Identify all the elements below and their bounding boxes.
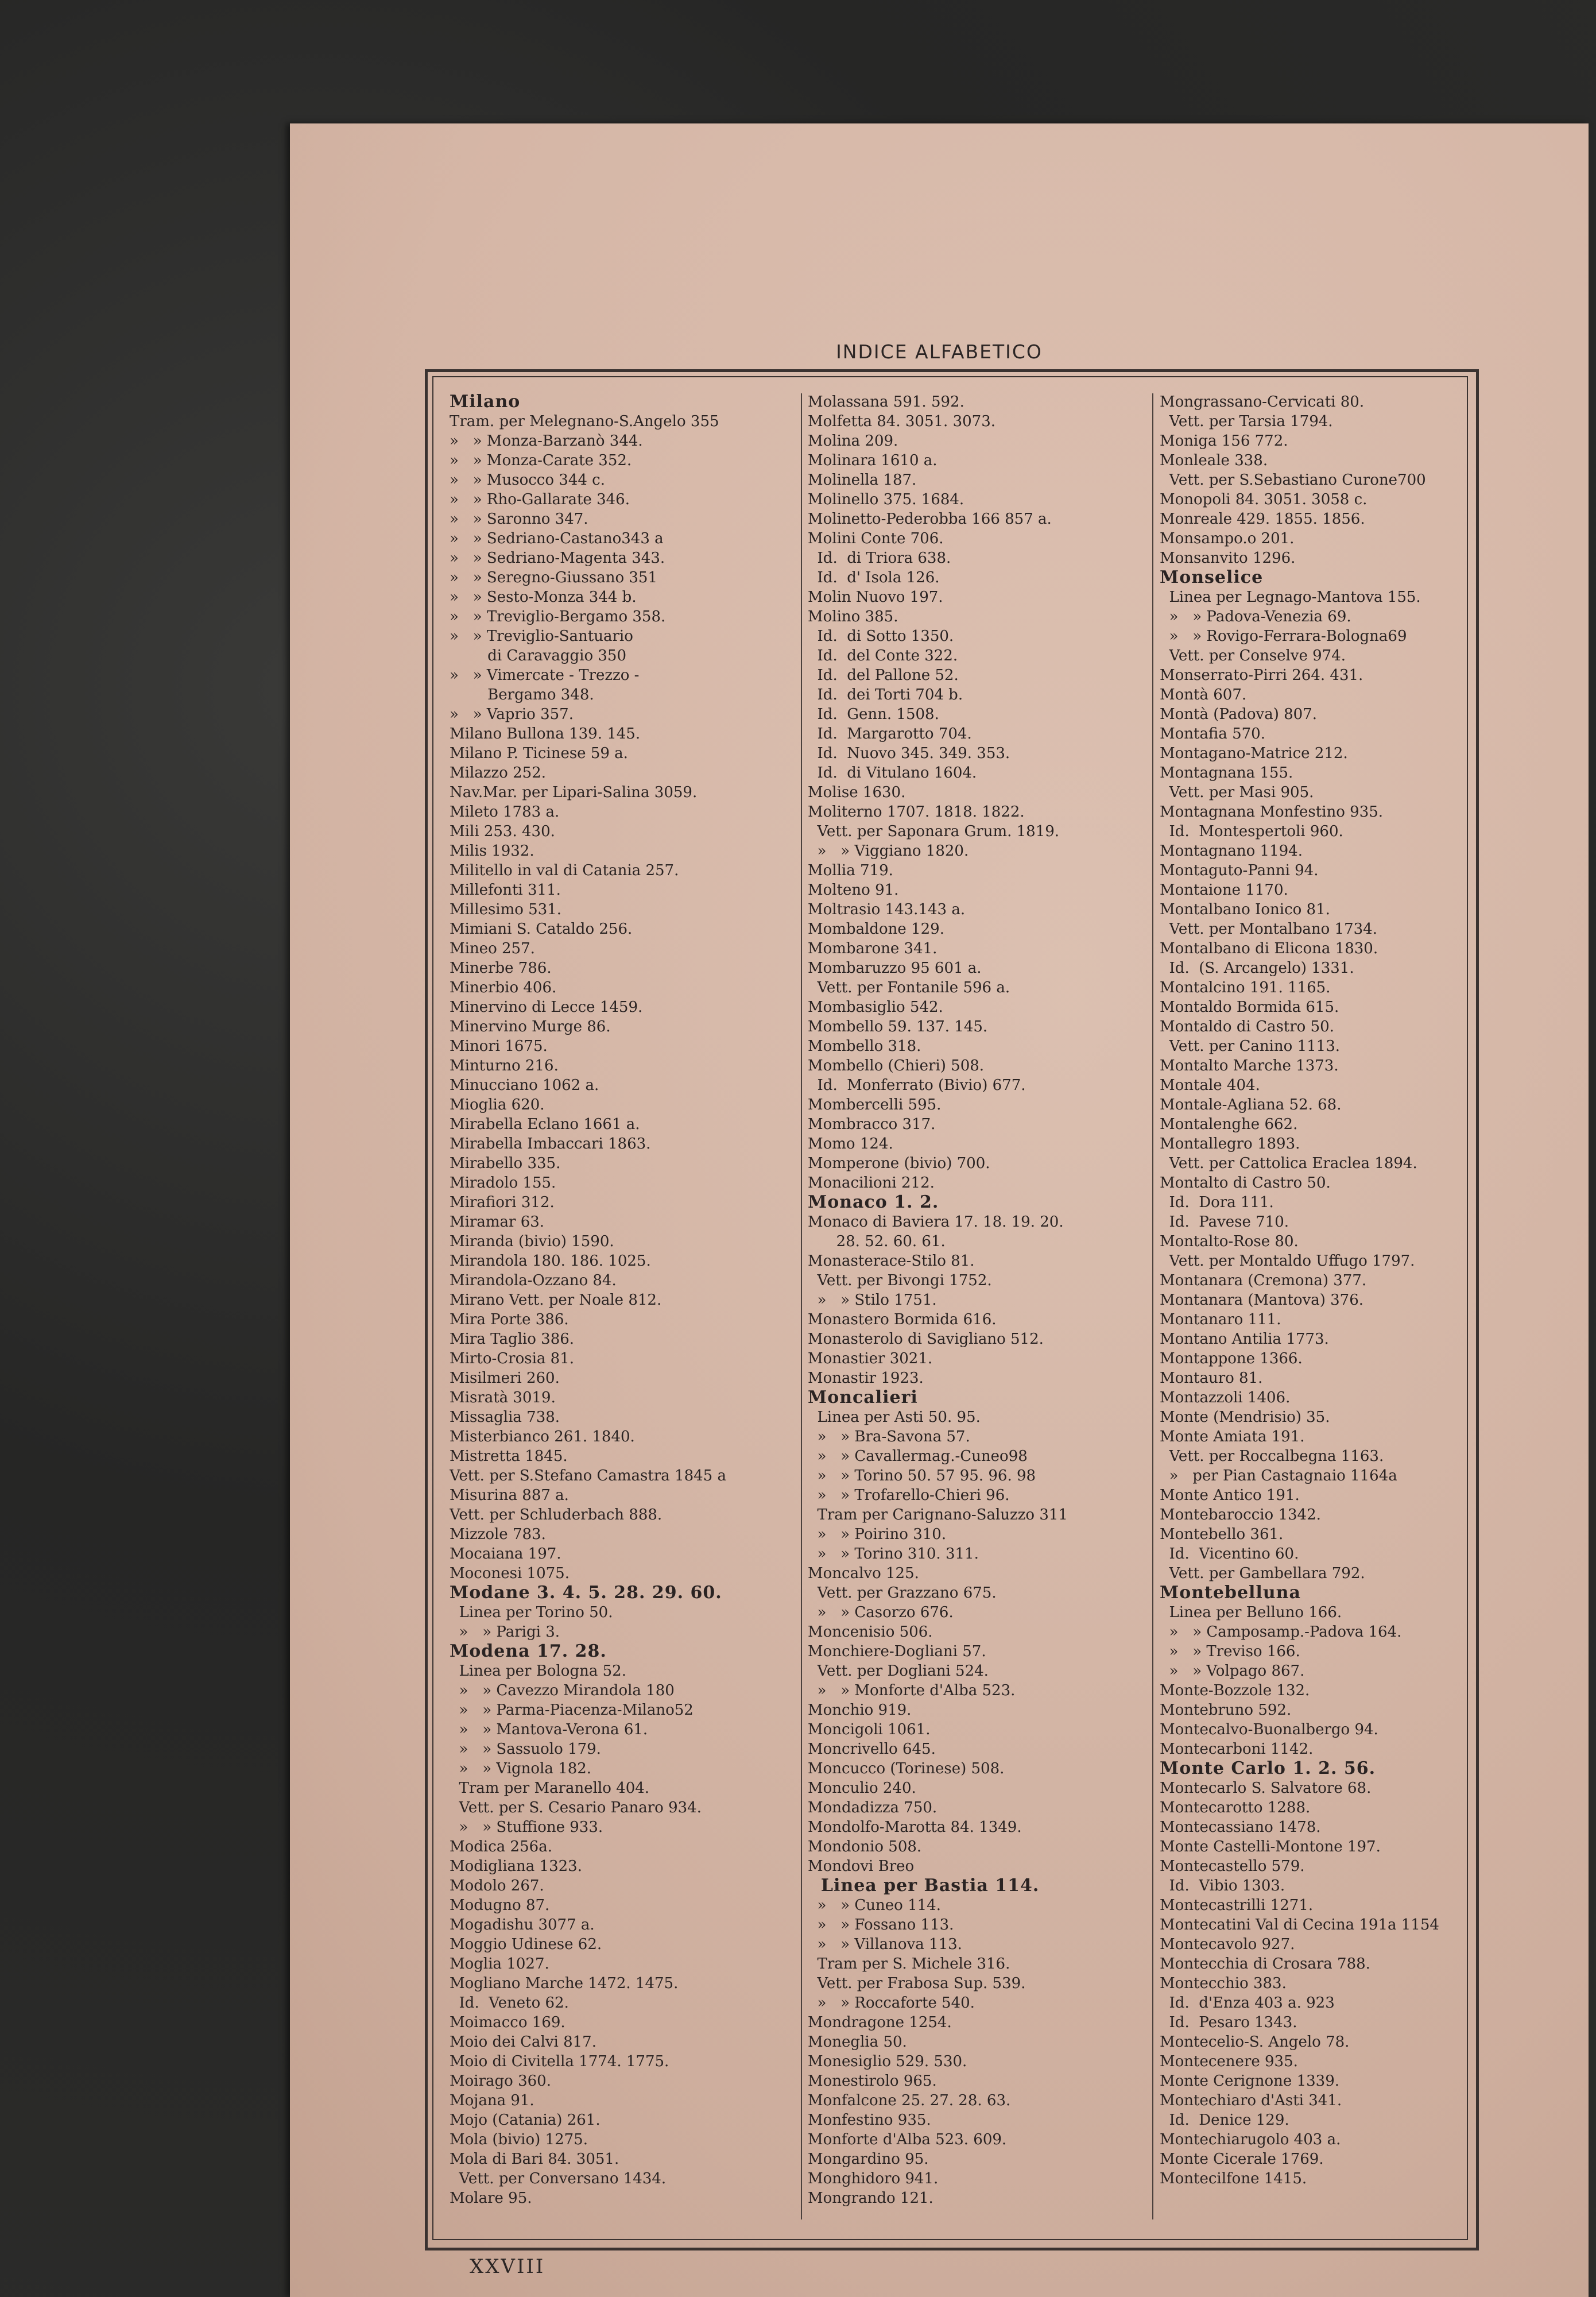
index-entry: Monchio 919. [808,1702,912,1719]
index-entry: » » Torino 310. 311. [808,1545,979,1563]
index-entry: Monaco di Baviera 17. 18. 19. 20. [808,1213,1064,1231]
index-entry: Montecarlo S. Salvatore 68. [1160,1780,1372,1797]
index-entry: Montauro 81. [1160,1370,1263,1387]
index-entry: Vett. per Dogliani 524. [808,1662,989,1680]
index-entry: » » Sedriano-Magenta 343. [450,550,665,567]
index-entry: Mombello 318. [808,1038,921,1055]
index-entry: » » Monforte d'Alba 523. [808,1682,1016,1699]
index-entry: » » Sesto-Monza 344 b. [450,589,637,606]
index-entry: Montecalvo-Buonalbergo 94. [1160,1721,1378,1738]
index-entry: Misterbianco 261. 1840. [450,1428,635,1445]
index-headword: Milano [450,392,521,412]
index-entry: Molina 209. [808,432,898,450]
index-entry: Moimacco 169. [450,2014,565,2031]
index-entry: Mola di Bari 84. 3051. [450,2151,619,2168]
index-entry: Milazzo 252. [450,764,546,782]
index-entry: Vett. per Tarsia 1794. [1160,413,1333,430]
index-entry: Montagano-Matrice 212. [1160,745,1348,762]
index-entry: Montalbano Ionico 81. [1160,901,1330,918]
index-entry: Monasterolo di Savigliano 512. [808,1331,1044,1348]
index-entry: Monte Castelli-Montone 197. [1160,1838,1381,1855]
index-entry: Misilmeri 260. [450,1370,560,1387]
index-column-2 [808,392,1161,2224]
index-entry: Montallegro 1893. [1160,1135,1300,1153]
index-entry: Miramar 63. [450,1213,545,1231]
index-headword: Modane 3. 4. 5. 28. 29. 60. [450,1583,722,1603]
index-entry: Milis 1932. [450,842,534,860]
index-entry: » » Monza-Carate 352. [450,452,632,469]
index-entry: » » Mantova-Verona 61. [450,1721,648,1738]
index-entry: Vett. per S. Cesario Panaro 934. [450,1799,702,1816]
index-entry: Mirandola-Ozzano 84. [450,1272,617,1289]
index-entry: Montafia 570. [1160,725,1265,743]
index-entry: » » Camposamp.-Padova 164. [1160,1623,1402,1641]
index-entry: Id. Montespertoli 960. [1160,823,1343,840]
index-entry: » per Pian Castagnaio 1164a [1160,1467,1397,1484]
index-entry: » » Viggiano 1820. [808,842,969,860]
index-entry: » » Villanova 113. [808,1936,962,1953]
index-entry: Milano P. Ticinese 59 a. [450,745,628,762]
index-entry: Mojo (Catania) 261. [450,2112,601,2129]
index-entry: Montechiarugolo 403 a. [1160,2131,1341,2148]
index-entry: 28. 52. 60. 61. [808,1233,946,1250]
index-entry: » » Rho-Gallarate 346. [450,491,630,508]
index-entry: Mimiani S. Cataldo 256. [450,921,633,938]
index-entry: » » Stuffione 933. [450,1819,603,1836]
index-entry: Vett. per Grazzano 675. [808,1584,997,1602]
index-entry: Monchiere-Dogliani 57. [808,1643,986,1660]
index-entry: Montecilfone 1415. [1160,2170,1307,2187]
index-entry: Millesimo 531. [450,901,562,918]
index-entry: Mongrassano-Cervicati 80. [1160,393,1365,411]
index-entry: Mira Porte 386. [450,1311,569,1328]
index-entry: Mollia 719. [808,862,893,879]
index-entry: » » Cavezzo Mirandola 180 [450,1682,675,1699]
index-entry: » » Parigi 3. [450,1623,560,1641]
index-entry: » » Vaprio 357. [450,706,574,723]
index-entry: Mojana 91. [450,2092,534,2109]
index-entry: » » Sedriano-Castano343 a [450,530,664,547]
index-entry: Montecchio 383. [1160,1975,1287,1992]
index-entry: Mistretta 1845. [450,1448,568,1465]
index-entry: Id. Pavese 710. [1160,1213,1289,1231]
index-entry: Id. Genn. 1508. [808,706,939,723]
index-entry: Tram per S. Michele 316. [808,1955,1010,1973]
index-entry: Misurina 887 a. [450,1487,569,1504]
index-entry: Monacilioni 212. [808,1174,935,1192]
index-entry: di Caravaggio 350 [450,647,627,664]
index-entry: » » Treviglio-Bergamo 358. [450,608,666,625]
index-entry: Id. di Vitulano 1604. [808,764,977,782]
index-entry: » » Cuneo 114. [808,1897,941,1914]
index-entry: Montale-Agliana 52. 68. [1160,1096,1342,1113]
index-entry: Mombercelli 595. [808,1096,942,1113]
index-entry: Mineo 257. [450,940,535,957]
index-column-3 [1160,392,1513,2224]
index-entry: Montecastrilli 1271. [1160,1897,1314,1914]
index-entry: Modigliana 1323. [450,1858,582,1875]
index-entry: Moncucco (Torinese) 508. [808,1760,1005,1777]
index-entry: Id. Dora 111. [1160,1194,1274,1211]
index-entry: Missaglia 738. [450,1409,560,1426]
index-entry: Monleale 338. [1160,452,1268,469]
index-entry: Monastir 1923. [808,1370,924,1387]
index-entry: Monte-Bozzole 132. [1160,1682,1310,1699]
index-entry: » » Torino 50. 57 95. 96. 98 [808,1467,1036,1484]
index-entry: Mogadishu 3077 a. [450,1916,595,1933]
index-entry: Montaione 1170. [1160,881,1288,899]
index-entry: Monesiglio 529. 530. [808,2053,967,2070]
index-entry: Mola (bivio) 1275. [450,2131,588,2148]
index-entry: Monforte d'Alba 523. 609. [808,2131,1007,2148]
index-entry: Id. Margarotto 704. [808,725,972,743]
index-entry: Mileto 1783 a. [450,803,560,821]
book-page [290,123,1589,2297]
index-entry: Mondovi Breo [808,1858,915,1875]
index-entry: Molise 1630. [808,784,906,801]
index-entry: Moconesi 1075. [450,1565,570,1582]
index-entry: Monsampo.o 201. [1160,530,1295,547]
index-entry: Montechiaro d'Asti 341. [1160,2092,1342,2109]
index-entry: Monestirolo 965. [808,2072,937,2090]
index-entry: Vett. per Conselve 974. [1160,647,1346,664]
index-headword: Monselice [1160,568,1264,587]
index-entry: Mirabello 335. [450,1155,561,1172]
index-entry: Moggio Udinese 62. [450,1936,602,1953]
index-entry: Moncrivello 645. [808,1741,936,1758]
index-entry: Montecavolo 927. [1160,1936,1295,1953]
index-entry: Mili 253. 430. [450,823,555,840]
index-entry: Monastier 3021. [808,1350,933,1367]
index-entry: Mombello 59. 137. 145. [808,1018,988,1035]
index-entry: Minturno 216. [450,1057,559,1074]
index-entry: Monopoli 84. 3051. 3058 c. [1160,491,1368,508]
index-entry: Montale 404. [1160,1077,1260,1094]
index-entry: Id. Nuovo 345. 349. 353. [808,745,1010,762]
index-entry: Montecarboni 1142. [1160,1741,1314,1758]
index-entry: Bergamo 348. [450,686,594,703]
index-entry: Vett. per Saponara Grum. 1819. [808,823,1060,840]
index-entry: » » Cavallermag.-Cuneo98 [808,1448,1028,1465]
page-number: XXVIII [470,2255,545,2278]
index-entry: Montebruno 592. [1160,1702,1292,1719]
index-entry: Linea per Bologna 52. [450,1662,626,1680]
page-header: INDICE ALFABETICO [836,341,1043,363]
index-entry: Vett. per Roccalbegna 1163. [1160,1448,1384,1465]
index-entry: Mira Taglio 386. [450,1331,575,1348]
index-entry: Modolo 267. [450,1877,544,1894]
index-entry: Montecenere 935. [1160,2053,1298,2070]
index-entry: Montebaroccio 1342. [1160,1506,1321,1523]
index-entry: » » Treviglio-Santuario [450,628,633,645]
index-entry: Montecassiano 1478. [1160,1819,1321,1836]
index-entry: Vett. per Masi 905. [1160,784,1314,801]
index-entry: Mongrando 121. [808,2190,933,2207]
index-entry: Milano Bullona 139. 145. [450,725,641,743]
index-entry: Monsanvito 1296. [1160,550,1296,567]
index-entry: Monte Cerignone 1339. [1160,2072,1340,2090]
index-entry: » » Parma-Piacenza-Milano52 [450,1702,694,1719]
index-entry: Montà 607. [1160,686,1247,703]
index-entry: » » Fossano 113. [808,1916,954,1933]
index-entry: Minori 1675. [450,1038,548,1055]
index-entry: Moliterno 1707. 1818. 1822. [808,803,1025,821]
index-entry: Montanara (Cremona) 377. [1160,1272,1367,1289]
index-entry: » » Vimercate - Trezzo - [450,667,640,684]
index-entry: Vett. per Montaldo Uffugo 1797. [1160,1252,1415,1270]
index-entry: Id. Vibio 1303. [1160,1877,1285,1894]
index-entry: Mirabella Eclano 1661 a. [450,1116,640,1133]
index-entry: Millefonti 311. [450,881,561,899]
index-entry: Molin Nuovo 197. [808,589,943,606]
index-entry: Modica 256a. [450,1838,552,1855]
index-entry: Vett. per Schluderbach 888. [450,1506,663,1523]
index-entry: Id. del Pallone 52. [808,667,959,684]
index-entry: » » Monza-Barzanò 344. [450,432,643,450]
index-entry: » » Rovigo-Ferrara-Bologna69 [1160,628,1407,645]
index-entry: Tram per Carignano-Saluzzo 311 [808,1506,1068,1523]
index-entry: Moirago 360. [450,2072,551,2090]
index-entry: Mondonio 508. [808,1838,922,1855]
index-entry: Vett. per Gambellara 792. [1160,1565,1365,1582]
index-headword: Monte Carlo 1. 2. 56. [1160,1759,1376,1778]
index-entry: Linea per Legnago-Mantova 155. [1160,589,1421,606]
index-entry: Monasterace-Stilo 81. [808,1252,975,1270]
index-entry: » » Roccaforte 540. [808,1994,975,2012]
index-entry: Montalbano di Elicona 1830. [1160,940,1378,957]
index-entry: Montanara (Mantova) 376. [1160,1291,1364,1309]
index-entry: Mombasiglio 542. [808,999,943,1016]
index-entry: » » Musocco 344 c. [450,471,605,489]
index-entry: » » Treviso 166. [1160,1643,1300,1660]
index-entry: » » Vignola 182. [450,1760,592,1777]
index-entry: Linea per Asti 50. 95. [808,1409,981,1426]
index-entry: Mondadizza 750. [808,1799,938,1816]
index-entry: Mombaruzzo 95 601 a. [808,960,982,977]
index-entry: Vett. per Cattolica Eraclea 1894. [1160,1155,1417,1172]
index-entry: Montappone 1366. [1160,1350,1303,1367]
index-entry: Mondolfo-Marotta 84. 1349. [808,1819,1022,1836]
index-entry: Mirano Vett. per Noale 812. [450,1291,662,1309]
index-entry: » » Trofarello-Chieri 96. [808,1487,1010,1504]
index-entry: Vett. per Conversano 1434. [450,2170,667,2187]
index-entry: Montalto-Rose 80. [1160,1233,1299,1250]
index-entry: Monfalcone 25. 27. 28. 63. [808,2092,1011,2109]
index-entry: Moio di Civitella 1774. 1775. [450,2053,669,2070]
index-entry: Montalto di Castro 50. [1160,1174,1331,1192]
index-entry: Id. (S. Arcangelo) 1331. [1160,960,1354,977]
index-entry: Misratà 3019. [450,1389,556,1406]
index-entry: Miradolo 155. [450,1174,556,1192]
index-entry: Id. Pesaro 1343. [1160,2014,1297,2031]
index-entry: Id. dei Torti 704 b. [808,686,963,703]
index-entry: Molinella 187. [808,471,917,489]
index-entry: Montagnana Monfestino 935. [1160,803,1384,821]
index-entry: » » Poirino 310. [808,1526,947,1543]
index-entry: Miranda (bivio) 1590. [450,1233,614,1250]
index-entry: Montà (Padova) 807. [1160,706,1317,723]
index-entry: Moio dei Calvi 817. [450,2033,596,2051]
index-entry: Minerbio 406. [450,979,557,996]
index-entry: Mombello (Chieri) 508. [808,1057,985,1074]
index-entry: Mongardino 95. [808,2151,929,2168]
index-entry: Minervino di Lecce 1459. [450,999,643,1016]
index-entry: Molini Conte 706. [808,530,944,547]
index-entry: Molteno 91. [808,881,899,899]
index-entry: Mombarone 341. [808,940,938,957]
index-entry: Mirto-Crosia 81. [450,1350,575,1367]
index-entry: Mirabella Imbaccari 1863. [450,1135,651,1153]
index-entry: Moncalvo 125. [808,1565,919,1582]
index-entry: Minerbe 786. [450,960,552,977]
index-entry: Montaguto-Panni 94. [1160,862,1319,879]
index-entry: Monserrato-Pirri 264. 431. [1160,667,1363,684]
index-entry: Moncenisio 506. [808,1623,933,1641]
index-entry: Momo 124. [808,1135,893,1153]
index-entry: Mirandola 180. 186. 1025. [450,1252,651,1270]
index-entry: Molare 95. [450,2190,532,2207]
index-entry: Linea per Belluno 166. [1160,1604,1342,1621]
index-entry: Vett. per S.Stefano Camastra 1845 a [450,1467,726,1484]
index-entry: Linea per Torino 50. [450,1604,613,1621]
index-entry: » » Padova-Venezia 69. [1160,608,1351,625]
index-entry: Moniga 156 772. [1160,432,1288,450]
index-entry: Montagnano 1194. [1160,842,1303,860]
index-headword: Moncalieri [808,1388,918,1407]
index-column-1 [450,392,803,2224]
index-entry: Montecarotto 1288. [1160,1799,1311,1816]
index-entry: Vett. per Fontanile 596 a. [808,979,1010,996]
index-entry: Mirafiori 312. [450,1194,555,1211]
index-entry: Vett. per Montalbano 1734. [1160,921,1377,938]
index-entry: Mombracco 317. [808,1116,936,1133]
index-entry: Montazzoli 1406. [1160,1389,1291,1406]
index-entry: » » Stilo 1751. [808,1291,937,1309]
index-entry: Mondragone 1254. [808,2014,952,2031]
index-entry: Montalto Marche 1373. [1160,1057,1339,1074]
index-entry: Vett. per Frabosa Sup. 539. [808,1975,1026,1992]
index-entry: Monculio 240. [808,1780,916,1797]
index-headword: Linea per Bastia 114. [808,1876,1040,1896]
index-entry: Montalcino 191. 1165. [1160,979,1331,996]
index-entry: Montagnana 155. [1160,764,1293,782]
index-entry: Montaldo di Castro 50. [1160,1018,1334,1035]
index-entry: Tram. per Melegnano-S.Angelo 355 [450,413,719,430]
index-entry: Monte Antico 191. [1160,1487,1300,1504]
index-entry: Vett. per S.Sebastiano Curone700 [1160,471,1426,489]
index-entry: Molinara 1610 a. [808,452,938,469]
index-entry: Id. Veneto 62. [450,1994,569,2012]
index-entry: Nav.Mar. per Lipari-Salina 3059. [450,784,698,801]
index-entry: Molfetta 84. 3051. 3073. [808,413,996,430]
index-entry: Tram per Maranello 404. [450,1780,650,1797]
index-entry: Modugno 87. [450,1897,550,1914]
index-entry: Militello in val di Catania 257. [450,862,679,879]
index-entry: Id. di Sotto 1350. [808,628,954,645]
index-entry: Montaldo Bormida 615. [1160,999,1339,1016]
index-entry: Id. del Conte 322. [808,647,958,664]
index-entry: Vett. per Bivongi 1752. [808,1272,992,1289]
index-entry: Moneglia 50. [808,2033,907,2051]
index-entry: Montanaro 111. [1160,1311,1281,1328]
index-entry: Monte Cicerale 1769. [1160,2151,1324,2168]
index-entry: Monghidoro 941. [808,2170,939,2187]
index-entry: Molassana 591. 592. [808,393,964,411]
index-entry: » » Bra-Savona 57. [808,1428,970,1445]
index-entry: Molinetto-Pederobba 166 857 a. [808,511,1052,528]
index-entry: Montebello 361. [1160,1526,1284,1543]
index-entry: Id. di Triora 638. [808,550,951,567]
index-entry: » » Sassuolo 179. [450,1741,601,1758]
index-entry: Mogliano Marche 1472. 1475. [450,1975,679,1992]
index-entry: Mombaldone 129. [808,921,944,938]
index-entry: Montecchia di Crosara 788. [1160,1955,1370,1973]
index-entry: Montecatini Val di Cecina 191a 1154 [1160,1916,1439,1933]
index-entry: Mizzole 783. [450,1526,546,1543]
index-entry: Minervino Murge 86. [450,1018,611,1035]
index-entry: Moncigoli 1061. [808,1721,931,1738]
index-entry: Molino 385. [808,608,898,625]
index-headword: Montebelluna [1160,1583,1301,1603]
index-entry: Id. d' Isola 126. [808,569,940,586]
index-headword: Modena 17. 28. [450,1642,607,1661]
index-entry: » » Volpago 867. [1160,1662,1305,1680]
index-entry: Vett. per Canino 1113. [1160,1038,1341,1055]
index-entry: » » Casorzo 676. [808,1604,954,1621]
index-entry: Momperone (bivio) 700. [808,1155,990,1172]
index-entry: Monte (Mendrisio) 35. [1160,1409,1330,1426]
index-entry: » » Seregno-Giussano 351 [450,569,658,586]
index-entry: » » Saronno 347. [450,511,588,528]
index-entry: Molinello 375. 1684. [808,491,964,508]
index-entry: Moltrasio 143.143 a. [808,901,966,918]
index-entry: Monastero Bormida 616. [808,1311,997,1328]
index-entry: Id. Denice 129. [1160,2112,1289,2129]
index-entry: Moglia 1027. [450,1955,549,1973]
index-entry: Minucciano 1062 a. [450,1077,599,1094]
index-entry: Mioglia 620. [450,1096,545,1113]
index-entry: Monreale 429. 1855. 1856. [1160,511,1365,528]
index-entry: Monfestino 935. [808,2112,931,2129]
index-entry: Mocaiana 197. [450,1545,561,1563]
index-entry: Montecastello 579. [1160,1858,1305,1875]
index-headword: Monaco 1. 2. [808,1193,939,1212]
index-entry: Montano Antilia 1773. [1160,1331,1329,1348]
index-entry: Id. d'Enza 403 a. 923 [1160,1994,1335,2012]
index-entry: Id. Vicentino 60. [1160,1545,1299,1563]
index-entry: Monte Amiata 191. [1160,1428,1305,1445]
index-entry: Id. Monferrato (Bivio) 677. [808,1077,1026,1094]
index-entry: Montalenghe 662. [1160,1116,1298,1133]
index-entry: Montecelio-S. Angelo 78. [1160,2033,1350,2051]
